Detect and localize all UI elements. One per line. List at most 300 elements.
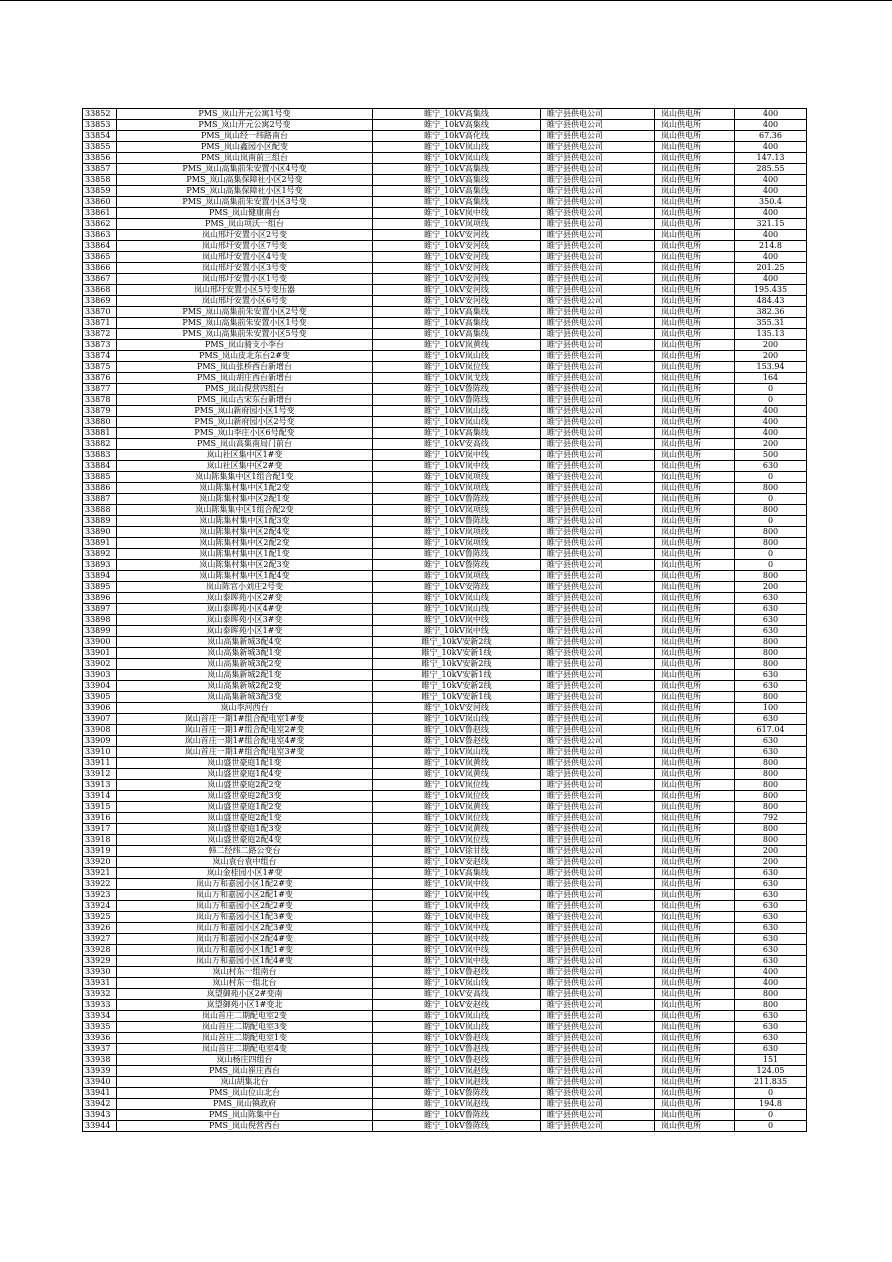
feeder-line: 睢宁_10kV安新2线 xyxy=(373,681,541,692)
row-number: 33919 xyxy=(83,846,117,857)
transformer-name: PMS_岚山崔庄西台 xyxy=(117,1066,373,1077)
capacity-value: 484.43 xyxy=(735,296,807,307)
row-number: 33937 xyxy=(83,1044,117,1055)
capacity-value: 800 xyxy=(735,692,807,703)
transformer-name: PMS_岚山新府园小区1号变 xyxy=(117,406,373,417)
station-name: 岚山供电所 xyxy=(655,813,735,824)
row-number: 33914 xyxy=(83,791,117,802)
company-name: 睢宁县供电公司 xyxy=(541,1088,655,1099)
transformer-name: 岚山邢圩安置小区2号变 xyxy=(117,230,373,241)
company-name: 睢宁县供电公司 xyxy=(541,516,655,527)
station-name: 岚山供电所 xyxy=(655,428,735,439)
feeder-line: 睢宁_10kV岚位线 xyxy=(373,362,541,373)
station-name: 岚山供电所 xyxy=(655,175,735,186)
row-number: 33927 xyxy=(83,934,117,945)
capacity-value: 630 xyxy=(735,615,807,626)
company-name: 睢宁县供电公司 xyxy=(541,549,655,560)
feeder-line: 睢宁_10kV岚山线 xyxy=(373,417,541,428)
capacity-value: 630 xyxy=(735,604,807,615)
capacity-value: 200 xyxy=(735,351,807,362)
company-name: 睢宁县供电公司 xyxy=(541,846,655,857)
feeder-line: 睢宁_10kV岚中线 xyxy=(373,934,541,945)
station-name: 岚山供电所 xyxy=(655,659,735,670)
station-name: 岚山供电所 xyxy=(655,1077,735,1088)
company-name: 睢宁县供电公司 xyxy=(541,978,655,989)
transformer-name: PMS_岚山皮北东台2#变 xyxy=(117,351,373,362)
table-row xyxy=(83,1011,807,1022)
capacity-value: 500 xyxy=(735,450,807,461)
transformer-name: 岚山陈集村集中区2配2变 xyxy=(117,538,373,549)
capacity-value: 400 xyxy=(735,967,807,978)
table-row xyxy=(83,252,807,263)
transformer-name: 岚山首庄一期1#组合配电室1#变 xyxy=(117,714,373,725)
transformer-name: 岚山万和嘉园小区2配4#变 xyxy=(117,934,373,945)
capacity-value: 355.31 xyxy=(735,318,807,329)
table-row xyxy=(83,615,807,626)
company-name: 睢宁县供电公司 xyxy=(541,197,655,208)
transformer-name: 岚山陈集村集中区1配2变 xyxy=(117,483,373,494)
table-row xyxy=(83,703,807,714)
company-name: 睢宁县供电公司 xyxy=(541,505,655,516)
capacity-value: 321.15 xyxy=(735,219,807,230)
transformer-name: PMS_岚山高集前朱安置小区3号变 xyxy=(117,197,373,208)
company-name: 睢宁县供电公司 xyxy=(541,373,655,384)
company-name: 睢宁县供电公司 xyxy=(541,219,655,230)
table-row xyxy=(83,824,807,835)
capacity-value: 792 xyxy=(735,813,807,824)
table-row xyxy=(83,351,807,362)
station-name: 岚山供电所 xyxy=(655,582,735,593)
company-name: 睢宁县供电公司 xyxy=(541,1121,655,1132)
transformer-name: 岚山陈集集中区1组合配1变 xyxy=(117,472,373,483)
company-name: 睢宁县供电公司 xyxy=(541,1022,655,1033)
row-number: 33871 xyxy=(83,318,117,329)
row-number: 33885 xyxy=(83,472,117,483)
station-name: 岚山供电所 xyxy=(655,263,735,274)
station-name: 岚山供电所 xyxy=(655,285,735,296)
feeder-line: 睢宁_10kV高集线 xyxy=(373,186,541,197)
table-row xyxy=(83,406,807,417)
company-name: 睢宁县供电公司 xyxy=(541,131,655,142)
row-number: 33886 xyxy=(83,483,117,494)
transformer-name: 岚山高集新城3配3变 xyxy=(117,692,373,703)
table-row xyxy=(83,692,807,703)
table-row xyxy=(83,461,807,472)
table-row xyxy=(83,780,807,791)
feeder-line: 睢宁_10kV安河线 xyxy=(373,296,541,307)
station-name: 岚山供电所 xyxy=(655,1033,735,1044)
row-number: 33873 xyxy=(83,340,117,351)
transformer-name: PMS_岚山开元公寓2号变 xyxy=(117,120,373,131)
station-name: 岚山供电所 xyxy=(655,549,735,560)
station-name: 岚山供电所 xyxy=(655,472,735,483)
capacity-value: 200 xyxy=(735,857,807,868)
capacity-value: 400 xyxy=(735,274,807,285)
transformer-name: PMS_岚山镇政府 xyxy=(117,1099,373,1110)
capacity-value: 400 xyxy=(735,120,807,131)
station-name: 岚山供电所 xyxy=(655,912,735,923)
company-name: 睢宁县供电公司 xyxy=(541,395,655,406)
feeder-line: 睢宁_10kV安高线 xyxy=(373,439,541,450)
transformer-name: 岚山邢圩安置小区5号变压器 xyxy=(117,285,373,296)
company-name: 睢宁县供电公司 xyxy=(541,384,655,395)
feeder-line: 睢宁_10kV岚中线 xyxy=(373,901,541,912)
table-row xyxy=(83,868,807,879)
capacity-value: 800 xyxy=(735,802,807,813)
transformer-name: 岚山邢圩安置小区1号变 xyxy=(117,274,373,285)
feeder-line: 睢宁_10kV岚山线 xyxy=(373,978,541,989)
station-name: 岚山供电所 xyxy=(655,857,735,868)
transformer-name: 岚山陈集村集中区1配3变 xyxy=(117,516,373,527)
table-row xyxy=(83,945,807,956)
station-name: 岚山供电所 xyxy=(655,802,735,813)
transformer-name: PMS_岚山陈集中台 xyxy=(117,1110,373,1121)
table-row xyxy=(83,1044,807,1055)
transformer-name: 岚山盛世豪庭1配3变 xyxy=(117,824,373,835)
table-row xyxy=(83,549,807,560)
row-number: 33863 xyxy=(83,230,117,241)
row-number: 33942 xyxy=(83,1099,117,1110)
table-row xyxy=(83,186,807,197)
company-name: 睢宁县供电公司 xyxy=(541,428,655,439)
station-name: 岚山供电所 xyxy=(655,791,735,802)
station-name: 岚山供电所 xyxy=(655,934,735,945)
table-row xyxy=(83,263,807,274)
feeder-line: 睢宁_10kV安河线 xyxy=(373,274,541,285)
station-name: 岚山供电所 xyxy=(655,967,735,978)
capacity-value: 630 xyxy=(735,736,807,747)
station-name: 岚山供电所 xyxy=(655,637,735,648)
capacity-value: 800 xyxy=(735,527,807,538)
row-number: 33941 xyxy=(83,1088,117,1099)
company-name: 睢宁县供电公司 xyxy=(541,736,655,747)
table-row xyxy=(83,736,807,747)
feeder-line: 睢宁_10kV鲁赵线 xyxy=(373,1055,541,1066)
station-name: 岚山供电所 xyxy=(655,516,735,527)
row-number: 33897 xyxy=(83,604,117,615)
station-name: 岚山供电所 xyxy=(655,758,735,769)
station-name: 岚山供电所 xyxy=(655,703,735,714)
table-row xyxy=(83,472,807,483)
transformer-name: 岚山邢圩安置小区4号变 xyxy=(117,252,373,263)
capacity-value: 400 xyxy=(735,208,807,219)
feeder-line: 睢宁_10kV岚项线 xyxy=(373,505,541,516)
table-row xyxy=(83,758,807,769)
company-name: 睢宁县供电公司 xyxy=(541,1110,655,1121)
table-row xyxy=(83,384,807,395)
row-number: 33875 xyxy=(83,362,117,373)
table-row xyxy=(83,505,807,516)
transformer-name: PMS_岚山骑支小李台 xyxy=(117,340,373,351)
company-name: 睢宁县供电公司 xyxy=(541,857,655,868)
capacity-value: 0 xyxy=(735,560,807,571)
capacity-value: 630 xyxy=(735,626,807,637)
station-name: 岚山供电所 xyxy=(655,461,735,472)
feeder-line: 睢宁_10kV鲁赵线 xyxy=(373,1044,541,1055)
company-name: 睢宁县供电公司 xyxy=(541,318,655,329)
capacity-value: 200 xyxy=(735,846,807,857)
transformer-name: PMS_岚山鑫园小区配变 xyxy=(117,142,373,153)
transformer-name: 岚望御苑小区2#变南 xyxy=(117,989,373,1000)
transformer-name: PMS_岚山岚南前三组台 xyxy=(117,153,373,164)
transformer-name: 岚山金桂园小区1#变 xyxy=(117,868,373,879)
company-name: 睢宁县供电公司 xyxy=(541,538,655,549)
row-number: 33917 xyxy=(83,824,117,835)
capacity-value: 630 xyxy=(735,1022,807,1033)
capacity-value: 400 xyxy=(735,252,807,263)
row-number: 33864 xyxy=(83,241,117,252)
feeder-line: 睢宁_10kV鲁陈线 xyxy=(373,1110,541,1121)
table-row xyxy=(83,714,807,725)
transformer-name: 岚山高集新城3配2变 xyxy=(117,659,373,670)
transformer-name: 岚山泰晖苑小区1#变 xyxy=(117,626,373,637)
table-row xyxy=(83,296,807,307)
feeder-line: 睢宁_10kV鲁赵线 xyxy=(373,967,541,978)
table-row xyxy=(83,362,807,373)
row-number: 33900 xyxy=(83,637,117,648)
table-row xyxy=(83,681,807,692)
table-row xyxy=(83,802,807,813)
page-top-border xyxy=(0,0,892,1)
table-row xyxy=(83,340,807,351)
feeder-line: 睢宁_10kV鲁陈线 xyxy=(373,384,541,395)
feeder-line: 睢宁_10kV岚黄线 xyxy=(373,758,541,769)
table-row xyxy=(83,1000,807,1011)
station-name: 岚山供电所 xyxy=(655,560,735,571)
table-row xyxy=(83,307,807,318)
station-name: 岚山供电所 xyxy=(655,1099,735,1110)
station-name: 岚山供电所 xyxy=(655,879,735,890)
feeder-line: 睢宁_10kV安河线 xyxy=(373,285,541,296)
row-number: 33899 xyxy=(83,626,117,637)
row-number: 33869 xyxy=(83,296,117,307)
capacity-value: 800 xyxy=(735,791,807,802)
row-number: 33905 xyxy=(83,692,117,703)
transformer-name: 韩二经纬二路公变台 xyxy=(117,846,373,857)
row-number: 33898 xyxy=(83,615,117,626)
row-number: 33854 xyxy=(83,131,117,142)
row-number: 33906 xyxy=(83,703,117,714)
feeder-line: 睢宁_10kV安高线 xyxy=(373,989,541,1000)
row-number: 33877 xyxy=(83,384,117,395)
capacity-value: 800 xyxy=(735,989,807,1000)
feeder-line: 睢宁_10kV安河线 xyxy=(373,252,541,263)
feeder-line: 睢宁_10kV鲁赵线 xyxy=(373,1033,541,1044)
row-number: 33858 xyxy=(83,175,117,186)
company-name: 睢宁县供电公司 xyxy=(541,285,655,296)
capacity-value: 400 xyxy=(735,109,807,120)
capacity-value: 630 xyxy=(735,1033,807,1044)
company-name: 睢宁县供电公司 xyxy=(541,241,655,252)
feeder-line: 睢宁_10kV鲁陈线 xyxy=(373,516,541,527)
station-name: 岚山供电所 xyxy=(655,1000,735,1011)
row-number: 33887 xyxy=(83,494,117,505)
table-row xyxy=(83,879,807,890)
capacity-value: 630 xyxy=(735,1011,807,1022)
station-name: 岚山供电所 xyxy=(655,142,735,153)
transformer-name: PMS_岚山胡庄西台新增台 xyxy=(117,373,373,384)
feeder-line: 睢宁_10kV鲁赵线 xyxy=(373,725,541,736)
table-row xyxy=(83,142,807,153)
row-number: 33891 xyxy=(83,538,117,549)
capacity-value: 400 xyxy=(735,186,807,197)
capacity-value: 0 xyxy=(735,549,807,560)
company-name: 睢宁县供电公司 xyxy=(541,791,655,802)
company-name: 睢宁县供电公司 xyxy=(541,1011,655,1022)
company-name: 睢宁县供电公司 xyxy=(541,263,655,274)
company-name: 睢宁县供电公司 xyxy=(541,406,655,417)
transformer-name: PMS_岚山高集保障社小区1号变 xyxy=(117,186,373,197)
row-number: 33876 xyxy=(83,373,117,384)
table-row xyxy=(83,1055,807,1066)
capacity-value: 67.36 xyxy=(735,131,807,142)
capacity-value: 617.04 xyxy=(735,725,807,736)
company-name: 睢宁县供电公司 xyxy=(541,659,655,670)
capacity-value: 630 xyxy=(735,868,807,879)
transformer-name: 岚山盛世豪庭1配1变 xyxy=(117,758,373,769)
station-name: 岚山供电所 xyxy=(655,527,735,538)
transformer-name: 岚山盛世豪庭2配2变 xyxy=(117,780,373,791)
transformer-name: PMS_岚山古宋东台新增台 xyxy=(117,395,373,406)
feeder-line: 睢宁_10kV岚山线 xyxy=(373,142,541,153)
row-number: 33923 xyxy=(83,890,117,901)
capacity-value: 800 xyxy=(735,637,807,648)
station-name: 岚山供电所 xyxy=(655,978,735,989)
capacity-value: 400 xyxy=(735,428,807,439)
transformer-name: PMS_岚山经一纬路南台 xyxy=(117,131,373,142)
station-name: 岚山供电所 xyxy=(655,274,735,285)
capacity-value: 800 xyxy=(735,571,807,582)
feeder-line: 睢宁_10kV岚山线 xyxy=(373,604,541,615)
station-name: 岚山供电所 xyxy=(655,769,735,780)
feeder-line: 睢宁_10kV安新1线 xyxy=(373,670,541,681)
row-number: 33884 xyxy=(83,461,117,472)
row-number: 33910 xyxy=(83,747,117,758)
feeder-line: 睢宁_10kV岚中线 xyxy=(373,626,541,637)
feeder-line: 睢宁_10kV安赵线 xyxy=(373,1000,541,1011)
table-row xyxy=(83,1121,807,1132)
company-name: 睢宁县供电公司 xyxy=(541,186,655,197)
feeder-line: 睢宁_10kV岚中线 xyxy=(373,956,541,967)
transformer-name: 岚山胡集北台 xyxy=(117,1077,373,1088)
station-name: 岚山供电所 xyxy=(655,868,735,879)
feeder-line: 睢宁_10kV安河线 xyxy=(373,230,541,241)
transformer-name: PMS_岚山张桥西台新增台 xyxy=(117,362,373,373)
capacity-value: 0 xyxy=(735,494,807,505)
station-name: 岚山供电所 xyxy=(655,505,735,516)
row-number: 33879 xyxy=(83,406,117,417)
row-number: 33880 xyxy=(83,417,117,428)
transformer-name: 岚山高集新城2配1变 xyxy=(117,670,373,681)
company-name: 睢宁县供电公司 xyxy=(541,890,655,901)
capacity-value: 800 xyxy=(735,648,807,659)
table-row xyxy=(83,637,807,648)
feeder-line: 睢宁_10kV岚山线 xyxy=(373,406,541,417)
station-name: 岚山供电所 xyxy=(655,351,735,362)
row-number: 33874 xyxy=(83,351,117,362)
capacity-value: 630 xyxy=(735,714,807,725)
row-number: 33892 xyxy=(83,549,117,560)
capacity-value: 200 xyxy=(735,582,807,593)
company-name: 睢宁县供电公司 xyxy=(541,417,655,428)
station-name: 岚山供电所 xyxy=(655,571,735,582)
station-name: 岚山供电所 xyxy=(655,956,735,967)
station-name: 岚山供电所 xyxy=(655,340,735,351)
station-name: 岚山供电所 xyxy=(655,252,735,263)
table-row xyxy=(83,329,807,340)
feeder-line: 睢宁_10kV安河线 xyxy=(373,263,541,274)
capacity-value: 201.25 xyxy=(735,263,807,274)
feeder-line: 睢宁_10kV岚项线 xyxy=(373,527,541,538)
transformer-name: 岚山盛世豪庭1配4变 xyxy=(117,769,373,780)
row-number: 33878 xyxy=(83,395,117,406)
row-number: 33908 xyxy=(83,725,117,736)
row-number: 33929 xyxy=(83,956,117,967)
company-name: 睢宁县供电公司 xyxy=(541,1066,655,1077)
table-row xyxy=(83,538,807,549)
row-number: 33922 xyxy=(83,879,117,890)
capacity-value: 800 xyxy=(735,758,807,769)
company-name: 睢宁县供电公司 xyxy=(541,813,655,824)
station-name: 岚山供电所 xyxy=(655,725,735,736)
table-row xyxy=(83,571,807,582)
company-name: 睢宁县供电公司 xyxy=(541,967,655,978)
table-row xyxy=(83,1033,807,1044)
capacity-value: 400 xyxy=(735,175,807,186)
station-name: 岚山供电所 xyxy=(655,329,735,340)
station-name: 岚山供电所 xyxy=(655,120,735,131)
transformer-name: PMS_岚山倪营四组台 xyxy=(117,384,373,395)
table-row xyxy=(83,197,807,208)
capacity-value: 0 xyxy=(735,472,807,483)
company-name: 睢宁县供电公司 xyxy=(541,472,655,483)
table-row xyxy=(83,923,807,934)
table-row xyxy=(83,417,807,428)
transformer-name: 岚山邢圩安置小区7号变 xyxy=(117,241,373,252)
transformer-name: 岚山邢圩安置小区3号变 xyxy=(117,263,373,274)
table-row xyxy=(83,1088,807,1099)
transformer-name: 岚山首庄二期配电室4变 xyxy=(117,1044,373,1055)
capacity-value: 0 xyxy=(735,1110,807,1121)
capacity-value: 630 xyxy=(735,461,807,472)
station-name: 岚山供电所 xyxy=(655,109,735,120)
feeder-line: 睢宁_10kV鲁陈线 xyxy=(373,560,541,571)
transformer-name: 岚山首庄一期1#组合配电室3#变 xyxy=(117,747,373,758)
feeder-line: 睢宁_10kV高集线 xyxy=(373,197,541,208)
station-name: 岚山供电所 xyxy=(655,626,735,637)
transformer-name: PMS_岚山高集前朱安置小区1号变 xyxy=(117,318,373,329)
transformer-name: 岚山袁台袁中组台 xyxy=(117,857,373,868)
capacity-value: 200 xyxy=(735,340,807,351)
company-name: 睢宁县供电公司 xyxy=(541,494,655,505)
table-row xyxy=(83,956,807,967)
table-row xyxy=(83,626,807,637)
feeder-line: 睢宁_10kV鲁陈线 xyxy=(373,494,541,505)
table-row xyxy=(83,857,807,868)
company-name: 睢宁县供电公司 xyxy=(541,1077,655,1088)
table-row xyxy=(83,1077,807,1088)
row-number: 33861 xyxy=(83,208,117,219)
station-name: 岚山供电所 xyxy=(655,131,735,142)
table-row xyxy=(83,164,807,175)
station-name: 岚山供电所 xyxy=(655,1088,735,1099)
capacity-value: 630 xyxy=(735,956,807,967)
transformer-name: 岚山陈集村集中区2配1变 xyxy=(117,494,373,505)
company-name: 睢宁县供电公司 xyxy=(541,142,655,153)
row-number: 33865 xyxy=(83,252,117,263)
table-row xyxy=(83,516,807,527)
capacity-value: 630 xyxy=(735,747,807,758)
